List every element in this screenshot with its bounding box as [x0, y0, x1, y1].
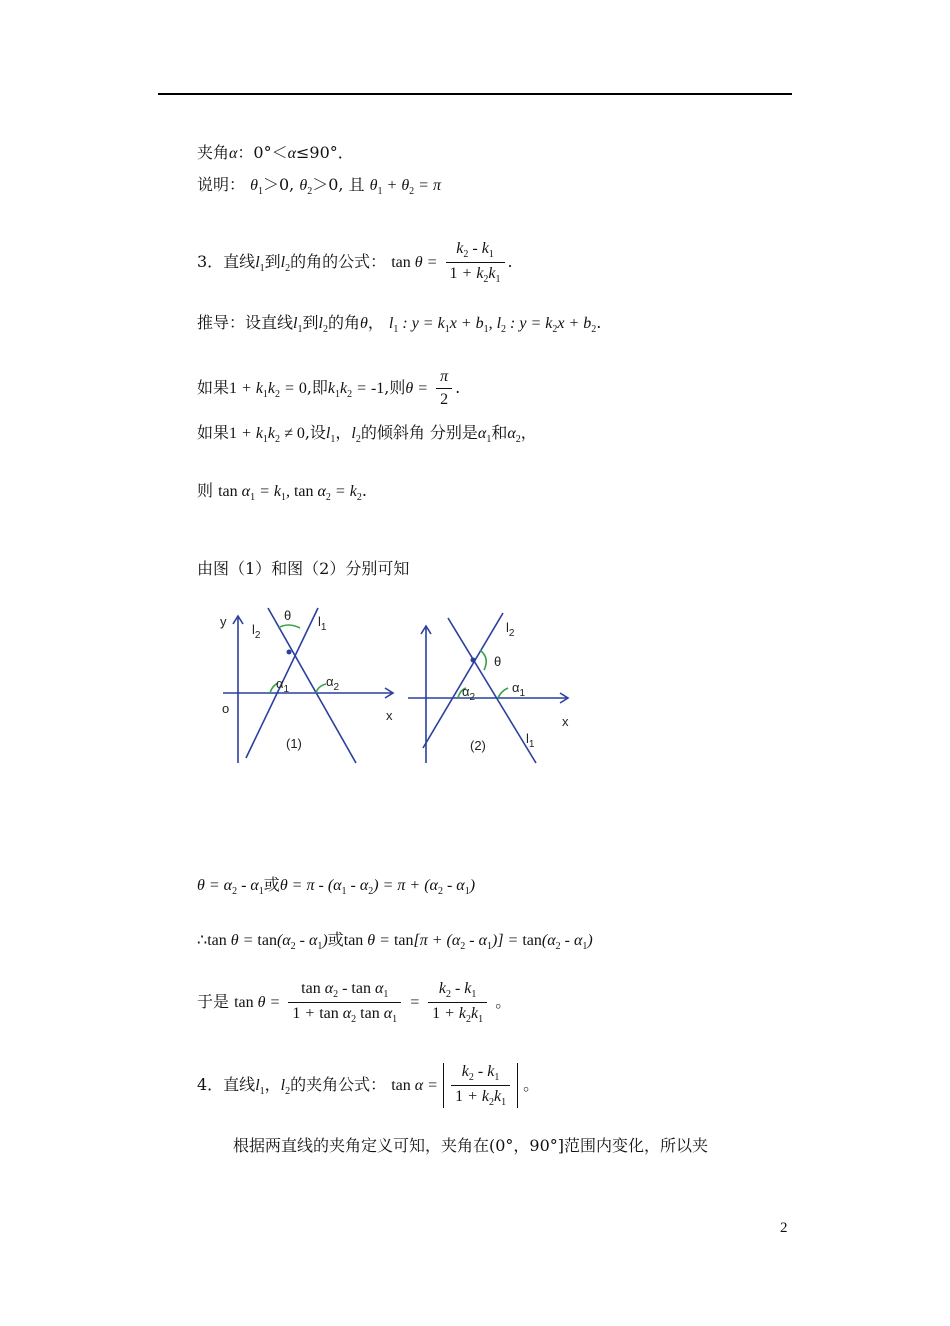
x-label-1: x — [386, 708, 393, 723]
included-angle-formula-line: 4．直线$l_1$，$l_2$的夹角公式： tan α = $\frac{k_2 - k_1}{1 + k_2k_1}$ 。 — [197, 1063, 540, 1108]
general-case-line: 如果$1 + k_1k_2 \ne 0$,设$l_1$，$l_2$的倾斜角 分别是$\alpha_1$和$\alpha_2$， — [197, 423, 537, 445]
derivation-line: 推导：设直线$l_1$到$l_2$的角θ， $l_1$ : $y = k_1x + b_1$, $l_2$ : $y = k_2x + b_2$. — [197, 313, 602, 335]
theta-arc-1 — [278, 625, 300, 628]
caption-1: (1) — [286, 736, 302, 751]
l1-label-1: $l_1$ — [318, 614, 327, 633]
theta-relation-line: $\theta = \alpha_2 - \alpha_1$或$\theta = \pi - (\alpha_1 - \alpha_2) = \pi + (\alpha_2 - \alpha_1)$ — [197, 877, 476, 897]
alpha1-label-2: $\alpha_1$ — [512, 680, 526, 699]
page-number: 2 — [780, 1220, 788, 1236]
formula-fraction: $\frac{k_2 - k_1}{1 + k_2k_1}$ — [446, 240, 505, 285]
origin-label-1: o — [222, 701, 230, 716]
tan-equals-line: 则 $\tan \alpha_1 = k_1$, $\tan \alpha_2 = k_2$. — [197, 481, 367, 503]
line-l2-2 — [423, 613, 503, 748]
figure-1 — [223, 608, 393, 763]
explanation-line: 说明： $\theta_1>0$, $\theta_2>0$, 且 $\theta_1 + \theta_2 = \pi$ — [197, 175, 441, 197]
alpha1-arc-2 — [498, 688, 508, 698]
l2-label-1: $l_2$ — [252, 622, 261, 641]
caption-2: (2) — [470, 738, 486, 753]
angle-formula-line: 3．直线$l_1$到$l_2$的角的公式： tan θ = $\frac{k_2 - k_1}{1 + k_2k_1}$ . — [197, 240, 513, 285]
figure-2 — [408, 613, 568, 763]
x-label-2: x — [562, 714, 569, 729]
theta-arc-2 — [480, 650, 486, 670]
perpendicular-case-line: 如果$1 + k_1k_2 = 0$,即$k_1k_2 = -1$,则θ = $\frac{\pi}{2}$ . — [197, 368, 461, 408]
intersection-1 — [287, 650, 292, 655]
header-rule — [158, 93, 792, 95]
angle-range-line: 夹角α：0°＜α≤90°． — [197, 143, 354, 162]
tan-relation-line: ∴tan $\theta = \tan(\alpha_2 - \alpha_1)$或$\tan \theta = \tan[\pi + (\alpha_2 - \alpha_1)] = \tan(\alpha_2 - \alpha_1)$ — [197, 932, 593, 952]
l1-label-2: $l_1$ — [526, 731, 535, 750]
conclusion-line: 根据两直线的夹角定义可知，夹角在(0°，90°]范围内变化，所以夹 — [233, 1136, 709, 1155]
alpha2-label-2: $\alpha_2$ — [462, 684, 476, 703]
figure-intro-line: 由图（1）和图（2）分别可知 — [197, 559, 410, 578]
alpha1-label-1: $\alpha_1$ — [276, 676, 290, 695]
theta-label-1: θ — [284, 608, 292, 623]
result-line: 于是 tan θ = $\frac{\tan \alpha_2 - \tan \alpha_1}{1 + \tan \alpha_2 \tan \alpha_1}$ = $\frac{k_2 - k_1}{1 + k_2k_1}$ 。 — [197, 980, 512, 1025]
y-label-1: y — [220, 614, 227, 629]
theta-label-2: θ — [494, 654, 502, 669]
alpha2-label-1: $\alpha_2$ — [326, 674, 340, 693]
angle-figure — [208, 598, 588, 778]
l2-label-2: $l_2$ — [506, 620, 515, 639]
alpha2-arc-1 — [316, 684, 326, 693]
intersection-2 — [471, 658, 476, 663]
